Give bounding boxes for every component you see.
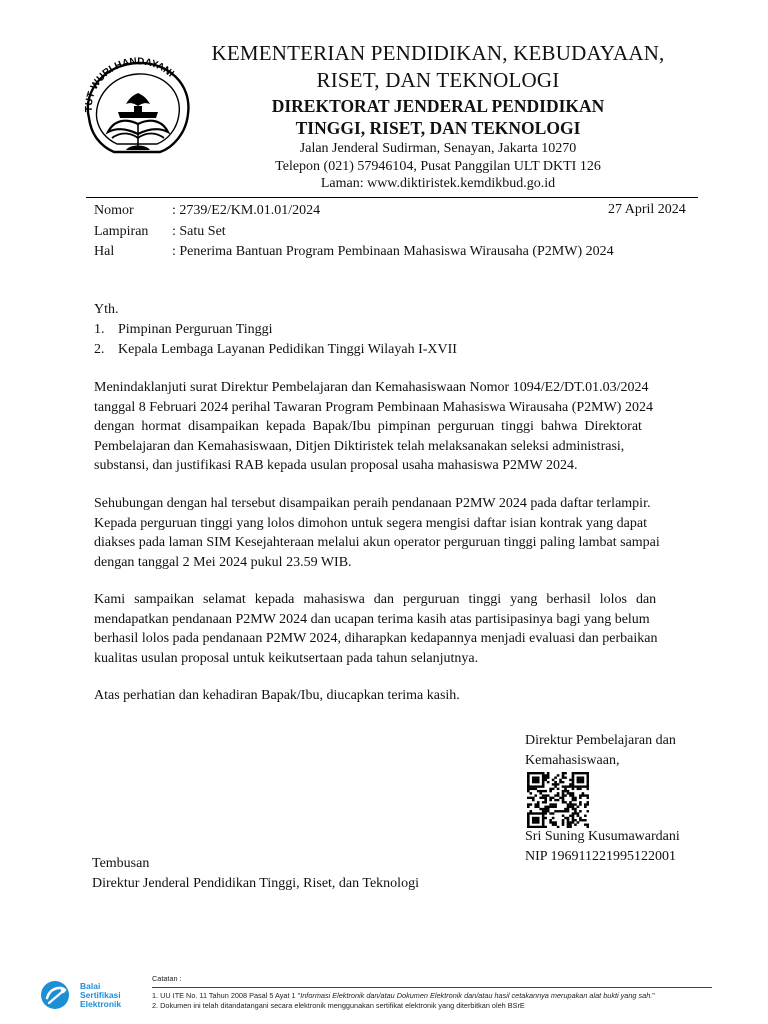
- paragraph-line: Kami sampaikan selamat kepada mahasiswa dan perguruan tinggi yang berhasil lolos dan: [94, 592, 657, 607]
- ministry-logo: [68, 50, 206, 168]
- bse-text-line3: Elektronik: [80, 999, 122, 1009]
- website: Laman: www.diktiristek.kemdikbud.go.id: [320, 176, 556, 191]
- body-paragraph-2: [94, 494, 696, 572]
- paragraph-line: mendapatkan pendanaan P2MW 2024 dan ucapan terima kasih atas partisipasinya bagi yang belum: [94, 611, 650, 627]
- cc-label: Tembusan: [92, 856, 150, 871]
- hal-label: Hal: [94, 244, 115, 259]
- paragraph-line: berhasil lolos pada pendanaan P2MW 2024, diharapkan kedapannya menjadi evaluasi dan perbaikan: [94, 631, 658, 647]
- recipient-text: Kepala Lembaga Layanan Pedidikan Tinggi Wilayah I-XVII: [118, 342, 457, 357]
- note-1-prefix: 1. UU ITE No. 11 Tahun 2008 Pasal 5 Ayat 1 ": [152, 991, 301, 1000]
- header-divider: [86, 197, 698, 198]
- recipient-number: 2.: [94, 342, 105, 357]
- nomor-label: Nomor: [94, 203, 134, 218]
- bse-text-line1: Balai: [80, 981, 101, 991]
- meta-lampiran: [94, 222, 226, 242]
- paragraph-line: Menindaklanjuti surat Direktur Pembelajaran dan Kemahasiswaan Nomor 1094/E2/DT.01.03/2024: [94, 380, 649, 395]
- body-paragraph-3: [94, 590, 696, 668]
- signatory-nip: NIP 196911221995122001: [525, 849, 677, 864]
- paragraph-line: substansi, dan justifikasi RAB kepada usulan proposal usaha mahasiswa P2MW 2024.: [94, 458, 578, 474]
- recipient-number: 1.: [94, 322, 105, 337]
- signatory-title-line2: Kemahasiswaan,: [525, 753, 620, 768]
- recipient-item: [94, 340, 457, 360]
- ministry-name-line2: RISET, DAN TEKNOLOGI: [316, 68, 560, 92]
- lampiran-value: : Satu Set: [172, 224, 226, 239]
- signatory-name: Sri Suning Kusumawardani: [525, 829, 680, 844]
- paragraph-line: Sehubungan dengan hal tersebut disampaikan peraih pendanaan P2MW 2024 pada daftar terlampir.: [94, 496, 651, 511]
- phone: Telepon (021) 57946104, Pusat Panggilan ULT DKTI 126: [275, 159, 601, 174]
- notes-divider: [152, 987, 712, 988]
- note-2: 2. Dokumen ini telah ditandatangani secara elektronik menggunakan sertifikat elektronik yang diterbitkan oleh BSrE: [152, 1001, 525, 1010]
- signatory-title-line1: Direktur Pembelajaran dan: [525, 733, 676, 748]
- recipient-text: Pimpinan Perguruan Tinggi: [118, 322, 273, 337]
- closing-sentence: Atas perhatian dan kehadiran Bapak/Ibu, diucapkan terima kasih.: [94, 688, 460, 703]
- bse-text-line2: Sertifikasi: [80, 990, 121, 1000]
- paragraph-line: dengan tanggal 2 Mei 2024 pukul 23.59 WIB.: [94, 554, 352, 570]
- paragraph-line: Kepada perguruan tinggi yang lolos dimohon untuk segera mengisi daftar isian kontrak yang dapat: [94, 515, 647, 531]
- ministry-name-line1: KEMENTERIAN PENDIDIKAN, KEBUDAYAAN,: [211, 41, 665, 65]
- recipient-item: [94, 320, 273, 340]
- letter-date: 27 April 2024: [608, 202, 686, 217]
- logo-motto: TUT WURI HANDAYANI: [83, 56, 176, 113]
- lampiran-label: Lampiran: [94, 224, 149, 239]
- cc-recipient: Direktur Jenderal Pendidikan Tinggi, Riset, dan Teknologi: [92, 876, 419, 891]
- paragraph-line: Pembelajaran dan Kemahasiswaan, Ditjen Diktiristek telah melaksanakan seleksi administrasi,: [94, 438, 625, 454]
- bse-logo: [38, 978, 148, 1012]
- address: Jalan Jenderal Sudirman, Senayan, Jakarta 10270: [299, 141, 577, 156]
- meta-hal: [94, 242, 614, 262]
- meta-nomor: [94, 201, 320, 221]
- salutation: Yth.: [94, 302, 119, 317]
- signature-qr-code: [527, 772, 589, 828]
- footer-notes: [152, 974, 742, 1011]
- note-1-quote: Informasi Elektronik dan/atau Dokumen Elektronik dan/atau hasil cetakannya merupakan alat bukti yang sah.: [300, 991, 653, 1000]
- directorate-name-line2: TINGGI, RISET, DAN TEKNOLOGI: [295, 118, 581, 138]
- note-1: [152, 991, 742, 1001]
- hal-value: : Penerima Bantuan Program Pembinaan Mahasiswa Wirausaha (P2MW) 2024: [172, 244, 614, 259]
- nomor-value: : 2739/E2/KM.01.01/2024: [172, 203, 321, 218]
- paragraph-line: dengan hormat disampaikan kepada Bapak/Ibu pimpinan perguruan tinggi bahwa Direktorat: [94, 419, 642, 435]
- body-paragraph-1: [94, 378, 696, 476]
- notes-label: Catatan :: [152, 974, 182, 983]
- note-1-suffix: ": [652, 991, 655, 1000]
- directorate-name-line1: DIREKTORAT JENDERAL PENDIDIKAN: [271, 96, 605, 116]
- paragraph-line: diakses pada laman SIM Kesejahteraan melalui akun operator perguruan tinggi paling lambat sampai: [94, 535, 660, 551]
- paragraph-line: kualitas usulan proposal untuk keikutsertaan pada tahun selanjutnya.: [94, 650, 479, 666]
- paragraph-line: tanggal 8 Februari 2024 perihal Tawaran Program Pembinaan Mahasiswa Wirausaha (P2MW) 2024: [94, 399, 653, 415]
- bse-emblem-icon: [38, 978, 74, 1012]
